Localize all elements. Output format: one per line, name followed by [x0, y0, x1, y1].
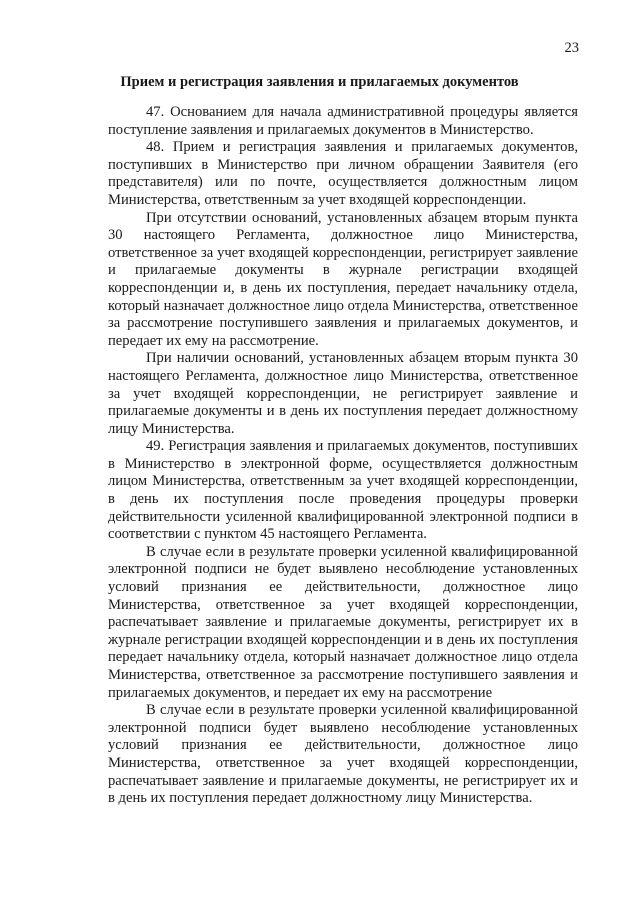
paragraph-48-absence: При отсутствии оснований, установленных абзацем вторым пункта 30 настоящего Регламента, должностное лицо Министерства, ответственное за учет входящей корреспонденции, регистрирует заявление и прилагаемые документы в журнале регистрации входящей корреспонденции и, в день их поступления, передает начальнику отдела, который назначает должностное лицо отдела Министерства, ответственное за рассмотрение поступившего заявления и прилагаемых документов, и передает их ему на рассмотрение. [108, 209, 578, 349]
document-body [108, 104, 578, 808]
page-number: 23 [564, 40, 579, 56]
paragraph-49: 49. Регистрация заявления и прилагаемых документов, поступивших в Министерство в электронной форме, осуществляется должностным лицом Министерства, ответственным за учет входящей корреспонденции, в день их поступления после проведения процедуры проверки действительности усиленной квалифицированной электронной подписи в соответствии с пунктом 45 настоящего Регламента. [108, 438, 578, 543]
paragraph-47: 47. Основанием для начала административной процедуры является поступление заявления и прилагаемых документов в Министерство. [108, 104, 578, 138]
section-title: Прием и регистрация заявления и прилагаемых документов [120, 74, 519, 90]
paragraph-48: 48. Прием и регистрация заявления и прилагаемых документов, поступивших в Министерство при личном обращении Заявителя (его представителя) или по почте, осуществляется должностным лицом Министерства, ответственным за учет входящей корреспонденции. [108, 139, 578, 208]
paragraph-49-valid-signature: В случае если в результате проверки усиленной квалифицированной электронной подписи не будет выявлено несоблюдение установленных условий признания ее действительности, должностное лицо Министерства, ответственное за учет входящей корреспонденции, распечатывает заявление и прилагаемые документы, регистрирует их в журнале регистрации входящей корреспонденции и в день их поступления передает начальнику отдела, который назначает должностное лицо отдела Министерства, ответственное за рассмотрение поступившего заявления и прилагаемых документов, и передает их ему на рассмотрение [108, 543, 578, 701]
paragraph-48-presence: При наличии оснований, установленных абзацем вторым пункта 30 настоящего Регламента, должностное лицо Министерства, ответственное за учет входящей корреспонденции, не регистрирует заявление и прилагаемые документы и в день их поступления передает должностному лицу Министерства. [108, 350, 578, 437]
paragraph-49-invalid-signature: В случае если в результате проверки усиленной квалифицированной электронной подписи будет выявлено несоблюдение установленных условий признания ее действительности, должностное лицо Министерства, ответственное за учет входящей корреспонденции, распечатывает заявление и прилагаемые документы, не регистрирует их и в день их поступления передает должностному лицу Министерства. [108, 702, 578, 807]
